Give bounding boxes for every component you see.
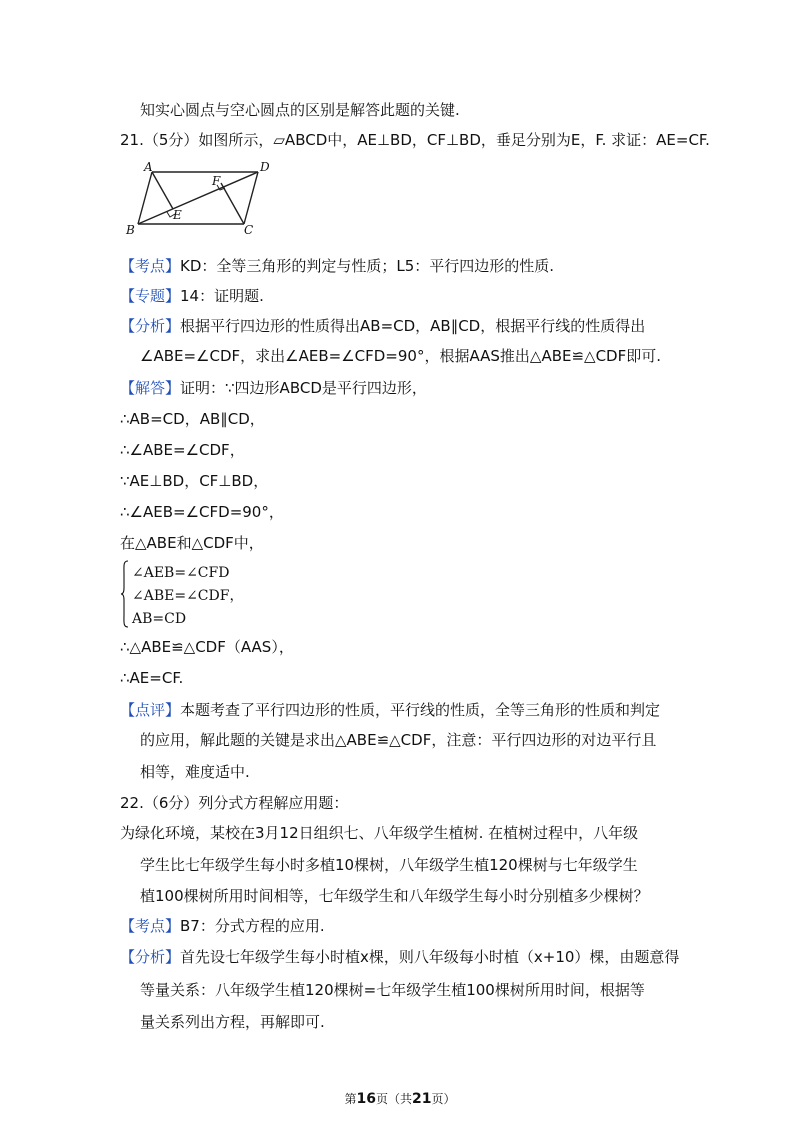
page-total: 21 (412, 1091, 432, 1107)
zhuanti-text: 14：证明题. (180, 287, 264, 305)
proof-step: ∴∠ABE=∠CDF， (120, 441, 245, 459)
question-21: 21.（5分）如图所示，▱ABCD中，AE⊥BD，CF⊥BD，垂足分别为E，F. 求证：AE=CF. (120, 131, 710, 149)
page-footer (0, 1090, 800, 1107)
question-22: 22.（6分）列分式方程解应用题： (120, 794, 349, 812)
problem-text-1: 为绿化环境，某校在3月12日组织七、八年级学生植树. 在植树过程中，八年级 (120, 824, 639, 842)
footer-mid: 页（共 (375, 1092, 412, 1106)
proof-step: ∴AB=CD，AB∥CD， (120, 410, 265, 428)
page-number: 16 (356, 1091, 376, 1107)
kaodian-row (120, 256, 554, 276)
fenxi2-tag: 【分析】 (120, 948, 181, 966)
label-a: A (144, 160, 153, 174)
parallelogram-figure (122, 158, 274, 236)
kaodian2-row (120, 916, 325, 936)
label-d: D (260, 160, 270, 174)
proof-step: ∵AE⊥BD，CF⊥BD， (120, 472, 269, 490)
dianping-row (120, 700, 660, 720)
dianping-text-2: 的应用，解此题的关键是求出△ABE≌△CDF，注意：平行四边形的对边平行且 (140, 731, 657, 749)
fenxi-tag: 【分析】 (120, 317, 181, 335)
kaodian2-tag: 【考点】 (120, 917, 181, 935)
text-line: 知实心圆点与空心圆点的区别是解答此题的关键. (140, 101, 460, 119)
jieda-tag: 【解答】 (120, 379, 181, 397)
fenxi2-text-2: 等量关系：八年级学生植120棵树=七年级学生植100棵树所用时间，根据等 (140, 981, 645, 999)
kaodian2-text: B7：分式方程的应用. (180, 917, 325, 935)
label-e: E (173, 208, 182, 222)
kaodian-tag: 【考点】 (120, 257, 181, 275)
problem-text-2: 学生比七年级学生每小时多植10棵树，八年级学生植120棵树与七年级学生 (140, 856, 638, 874)
fenxi-text-2: ∠ABE=∠CDF，求出∠AEB=∠CFD=90°，根据AAS推出△ABE≌△CDF即可. (140, 347, 661, 365)
footer-post: 页） (431, 1092, 456, 1106)
problem-text-3: 植100棵树所用时间相等，七年级学生和八年级学生每小时分别植多少棵树？ (140, 887, 649, 905)
fenxi2-text-3: 量关系列出方程，再解即可. (140, 1013, 325, 1031)
fenxi2-text: 首先设七年级学生每小时植x棵，则八年级每小时植（x+10）棵，由题意得 (180, 948, 680, 966)
fenxi-text: 根据平行四边形的性质得出AB=CD，AB∥CD，根据平行线的性质得出 (180, 317, 646, 335)
proof-step: ∴∠AEB=∠CFD=90°， (120, 503, 284, 521)
dianping-text: 本题考查了平行四边形的性质，平行线的性质，全等三角形的性质和判定 (180, 701, 661, 719)
jieda-text: 证明：∵四边形ABCD是平行四边形， (180, 379, 427, 397)
kaodian-text: KD：全等三角形的判定与性质；L5：平行四边形的性质. (180, 257, 555, 275)
system-line-3: AB=CD (132, 611, 187, 627)
label-b: B (126, 223, 135, 236)
equation-brace (120, 560, 130, 628)
fenxi2-row (120, 947, 679, 967)
proof-step: 在△ABE和△CDF中， (120, 534, 264, 552)
label-f: F (212, 174, 221, 188)
footer-pre: 第 (344, 1092, 357, 1106)
zhuanti-tag: 【专题】 (120, 287, 181, 305)
label-c: C (244, 223, 254, 236)
system-line-1: ∠AEB=∠CFD (132, 565, 230, 581)
proof-step: ∴AE=CF. (120, 669, 184, 687)
fenxi-row (120, 316, 645, 336)
dianping-text-3: 相等，难度适中. (140, 763, 250, 781)
zhuanti-row (120, 286, 264, 306)
jieda-row (120, 378, 427, 398)
system-line-2: ∠ABE=∠CDF， (132, 588, 244, 604)
proof-step: ∴△ABE≌△CDF（AAS）， (120, 638, 294, 656)
dianping-tag: 【点评】 (120, 701, 181, 719)
